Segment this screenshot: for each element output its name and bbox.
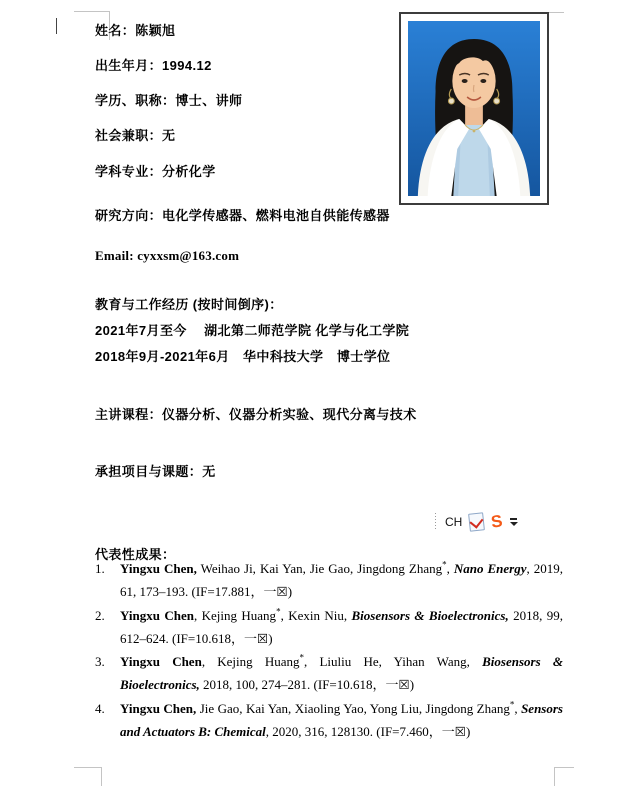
- publication-number: 1.: [95, 561, 105, 576]
- education-entry-1: 2021年7月至今 湖北第二师范学院 化学与化工学院: [95, 323, 410, 338]
- publication-text-segment: Yingxu Chen: [120, 654, 202, 670]
- publication-text-segment: ☒: [398, 677, 410, 693]
- publication-text-segment: , 2019, 61, 173–193. (IF=17.881，一: [120, 561, 563, 600]
- text-boundary-mark-bottom-left-h: [74, 767, 102, 768]
- options-bar: [510, 518, 517, 520]
- publication-text-segment: ): [287, 584, 293, 600]
- publication-number: 2.: [95, 607, 105, 623]
- publication-text-segment: *: [276, 606, 281, 617]
- publication-text-segment: ,: [514, 700, 522, 716]
- publication-item: [95, 697, 563, 744]
- ime-pad-icon[interactable]: [468, 512, 485, 531]
- education-header: 教育与工作经历 (按时间倒序)：: [95, 297, 283, 312]
- text-cursor-caret: [56, 18, 57, 34]
- portrait-photo-image: [408, 21, 540, 196]
- publication-item: [95, 604, 563, 651]
- publication-text-segment: ☒: [256, 630, 269, 646]
- publication-text-segment: Jie Gao, Kai Yan, Xiaoling Yao, Yong Liu, Jingdong Zhang: [196, 700, 510, 716]
- publication-text-segment: ☒: [454, 724, 466, 740]
- degree-title-line: 学历、职称：博士、讲师: [95, 93, 243, 108]
- publication-item: [95, 650, 563, 697]
- publication-text-segment: ☒: [276, 584, 288, 600]
- sogou-icon[interactable]: S: [490, 511, 504, 532]
- language-indicator[interactable]: CH: [445, 514, 463, 529]
- publication-number: 4.: [95, 700, 105, 716]
- publication-text-segment: Nano Energy: [453, 561, 527, 576]
- education-entry-2: 2018年9月-2021年6月 华中科技大学 博士学位: [95, 349, 391, 364]
- courses-line: 主讲课程：仪器分析、仪器分析实验、现代分离与技术: [95, 407, 417, 422]
- drag-handle-icon[interactable]: [434, 513, 438, 531]
- publication-text-segment: *: [299, 652, 305, 663]
- publication-text-segment: Yingxu Chen: [120, 607, 194, 623]
- publication-text-segment: , 2020, 316, 128130. (IF=7.460，一: [265, 724, 455, 740]
- publication-text-segment: Sensors and Actuators B: Chemical: [120, 700, 563, 740]
- options-arrows-icon[interactable]: [510, 518, 518, 526]
- projects-line: 承担项目与课题：无: [95, 464, 216, 479]
- publication-list: [95, 557, 563, 743]
- publication-text-segment: Yingxu Chen,: [120, 561, 197, 576]
- major-line: 学科专业：分析化学: [95, 164, 216, 179]
- birth-line: 出生年月：1994.12: [95, 58, 212, 73]
- portrait-photo[interactable]: [399, 12, 549, 205]
- chevron-down-icon: [510, 522, 518, 526]
- publication-text-segment: , Kexin Niu,: [280, 607, 352, 623]
- publication-text-segment: Biosensors & Bioelectronics,: [351, 607, 509, 623]
- publication-text-segment: *: [509, 699, 515, 710]
- email-line: Email: cyxxsm@163.com: [95, 248, 240, 263]
- name-line: 姓名：陈颖旭: [95, 23, 176, 38]
- publication-text-segment: Weihao Ji, Kai Yan, Jie Gao, Jingdong Zhang: [196, 561, 443, 576]
- ime-language-bar[interactable]: [430, 509, 522, 534]
- publication-text-segment: 2018, 99, 612–624. (IF=10.618，一: [120, 607, 563, 646]
- publication-text-segment: ,: [446, 561, 454, 576]
- text-boundary-mark-bottom-left-v: [101, 767, 102, 786]
- publication-text-segment: , Liuliu He, Yihan Wang,: [304, 654, 483, 670]
- text-boundary-mark-top-left-h: [74, 11, 110, 12]
- publication-text-segment: *: [442, 559, 447, 570]
- publication-text-segment: , Kejing Huang: [201, 654, 300, 670]
- research-line: 研究方向：电化学传感器、燃料电池自供能传感器: [95, 208, 390, 223]
- publication-text-segment: ): [268, 630, 273, 646]
- publication-text-segment: 2018, 100, 274–281. (IF=10.618，一: [199, 677, 399, 693]
- text-boundary-mark-bottom-right-v: [554, 767, 555, 786]
- publication-text-segment: Biosensors & Bioelectronics,: [120, 654, 563, 693]
- text-boundary-mark-bottom-right-h: [554, 767, 574, 768]
- red-check-icon: [470, 514, 484, 528]
- publication-number: 3.: [95, 654, 105, 670]
- social-posts-line: 社会兼职：无: [95, 128, 176, 143]
- publication-item: [95, 557, 563, 604]
- publication-text-segment: ): [466, 724, 471, 740]
- publication-text-segment: , Kejing Huang: [193, 607, 277, 623]
- publication-text-segment: Yingxu Chen,: [120, 700, 197, 716]
- publications-header: 代表性成果：: [95, 547, 176, 562]
- publication-text-segment: ): [409, 677, 415, 693]
